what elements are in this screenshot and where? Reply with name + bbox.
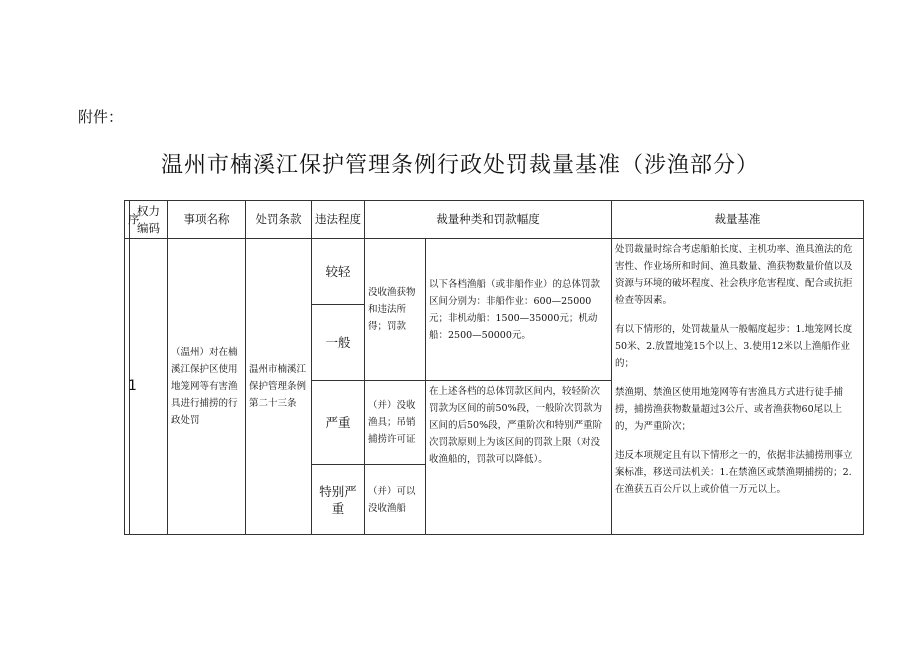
level-serious: 严重 [312,381,365,465]
basis-cell [612,239,864,535]
header-seq: 序 [125,201,130,239]
header-code: 权力编码 [130,201,168,239]
header-basis: 裁量基准 [612,201,864,239]
header-degree: 违法程度 [312,201,365,239]
basis-paragraph: 违反本项规定且有以下情形之一的，依据非法捕捞刑事立案标准，移送司法机关：1.在禁渔区或禁渔期捕捞的；2.在渔获五百公斤以上或价值一万元以上。 [615,450,853,495]
row-clause: 温州市楠溪江保护管理条例第二十三条 [246,239,312,535]
level-general: 一般 [312,305,365,381]
table-header-row [125,201,864,239]
row-seq: 1 [125,239,130,535]
basis-paragraph: 禁渔期、禁渔区使用地笼网等有害渔具方式进行徒手捕捞，捕捞渔获物数量超过3公斤、或者渔获物60尾以上的，为严重阶次； [615,387,844,432]
level-very-serious: 特别严重 [312,465,365,535]
basis-paragraph: 处罚裁量时综合考虑船舶长度、主机功率、渔具渔法的危害性、作业场所和时间、渔具数量、渔获物数量价值以及资源与环境的破坏程度、社会秩序危害程度、配合或抗拒检查等因素。 [615,244,853,306]
penalty-revoke-license: （并）没收渔具；吊销捕捞许可证 [365,381,426,465]
penalty-standard-table [124,200,864,535]
header-item: 事项名称 [168,201,246,239]
fine-tier-text: 在上述各档的总体罚款区间内，较轻阶次罚款为区间的前50%段，一般阶次罚款为区间的后50%段，严重阶次和特别严重阶次罚款原则上为该区间的罚款上限（对没收渔船的，罚款可以降低）。 [426,381,612,535]
page-title: 温州市楠溪江保护管理条例行政处罚裁量基准（涉渔部分） [160,153,759,178]
penalty-confiscate-boat: （并）可以没收渔船 [365,465,426,535]
level-minor: 较轻 [312,239,365,305]
fine-range-text: 以下各档渔船（或非船作业）的总体罚款区间分别为：非船作业：600—25000元；非机动船：1500—35000元；机动船：2500—50000元。 [426,239,612,381]
basis-paragraph: 有以下情形的，处罚裁量从一般幅度起步：1.地笼网长度50米、2.放置地笼15个以上、3.使用12米以上渔船作业的； [615,324,853,369]
table-row [125,239,864,305]
attachment-label: 附件： [78,108,124,126]
header-clause: 处罚条款 [246,201,312,239]
penalty-confiscate-fine: 没收渔获物和违法所得；罚款 [365,239,426,381]
header-penalty: 裁量种类和罚款幅度 [365,201,612,239]
row-item: （温州）对在楠溪江保护区使用地笼网等有害渔具进行捕捞的行政处罚 [168,239,246,535]
